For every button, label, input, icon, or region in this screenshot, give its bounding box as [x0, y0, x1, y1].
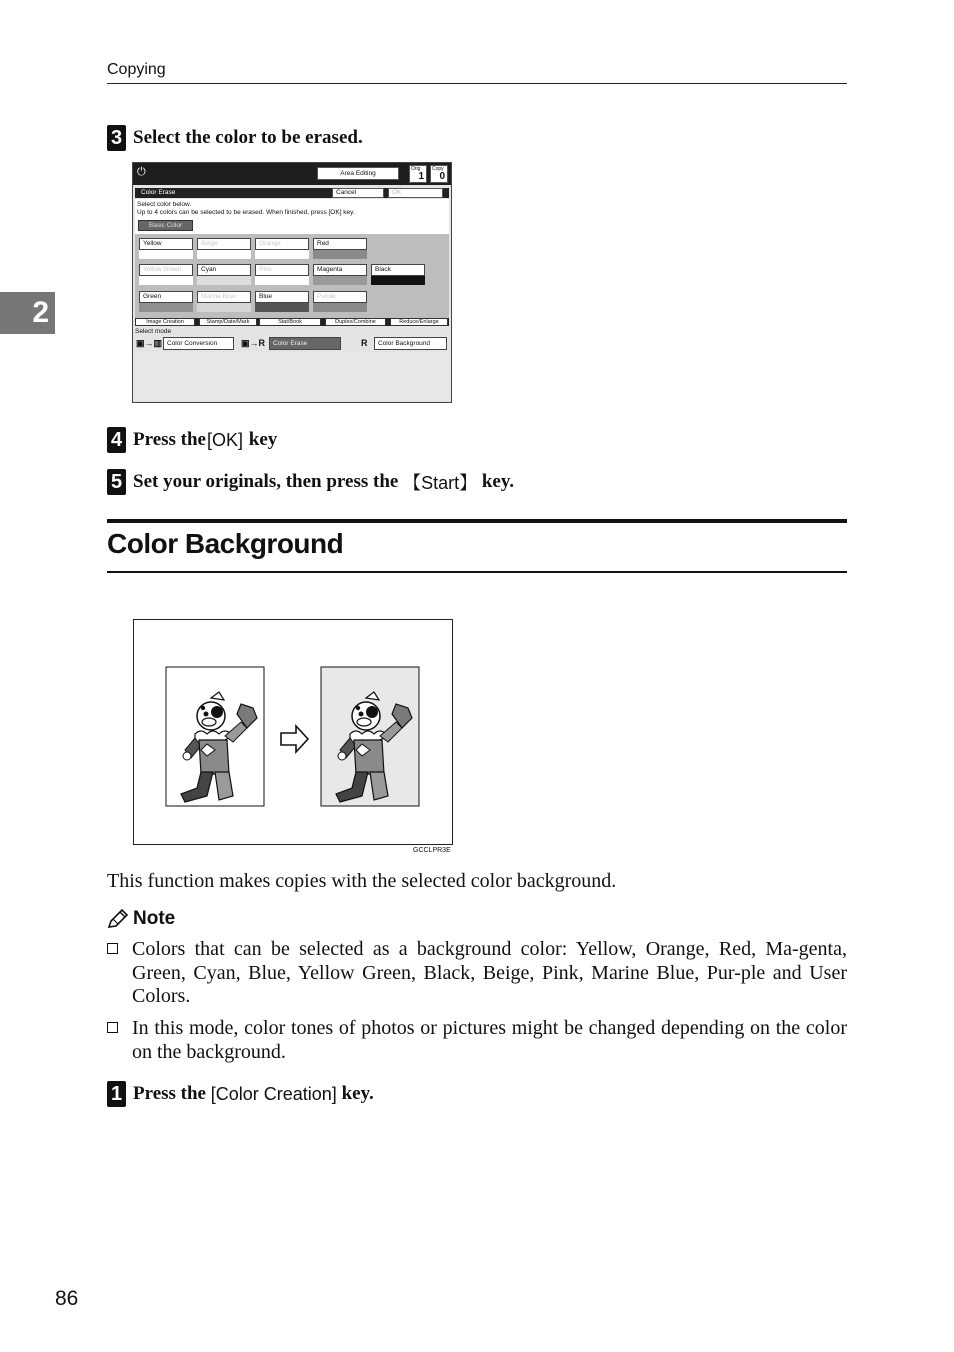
step-text-end: key.	[336, 1083, 374, 1104]
color-swatch	[139, 250, 193, 259]
arrow-icon	[281, 726, 308, 752]
ok-key-label: [OK]	[207, 429, 244, 450]
color-button[interactable]: Yellow	[139, 238, 193, 250]
color-button[interactable]: Cyan	[197, 264, 251, 276]
color-button[interactable]: Beige	[197, 238, 251, 250]
color-swatch	[197, 250, 251, 259]
mode-area	[135, 353, 449, 401]
area-editing-label: Area Editing	[317, 167, 399, 180]
info-line-2: Up to 4 colors can be selected to be erased. When finished, press [OK] key.	[137, 209, 355, 216]
color-swatch	[371, 276, 425, 285]
figure-code: GCCLPR3E	[413, 847, 451, 854]
erase-icon: ▣→R	[241, 338, 266, 348]
color-swatch	[197, 303, 251, 312]
mode-tab[interactable]: Stat/Book	[259, 318, 321, 326]
color-button[interactable]: Magenta	[313, 264, 367, 276]
color-creation-key-label: [Color Creation]	[210, 1083, 337, 1104]
mode-tab[interactable]: Duplex/Combine	[325, 318, 386, 326]
color-button[interactable]: Black	[371, 264, 425, 276]
body-paragraph: This function makes copies with the selected color background.	[107, 870, 617, 892]
start-key-label: 【Start】	[403, 473, 478, 493]
color-background-illustration	[133, 619, 453, 845]
color-button[interactable]: Pink	[255, 264, 309, 276]
select-mode-label: Select mode	[135, 328, 172, 335]
step-text-end: key.	[477, 471, 515, 492]
mode-tab[interactable]: Reduce/Enlarge	[390, 318, 448, 326]
power-icon: ⏻	[137, 166, 146, 178]
cancel-button[interactable]: Cancel	[332, 188, 384, 198]
step-1	[107, 1081, 374, 1107]
step-text: Set your originals, then press the	[133, 471, 404, 492]
panel-top-bar	[133, 163, 451, 185]
conversion-icon: ▣→▥	[136, 338, 163, 348]
tab-basic-color[interactable]: Basic Color	[138, 220, 193, 231]
step-number: 1	[107, 1081, 126, 1107]
mode-tab[interactable]: Stamp/Date/Mark	[199, 318, 257, 326]
section-title: Color Background	[107, 528, 344, 559]
step-text: Press the	[133, 1083, 211, 1104]
header-rule	[107, 83, 847, 84]
checkbox-bullet-icon	[107, 943, 118, 954]
checkbox-bullet-icon	[107, 1022, 118, 1033]
step-number: 5	[107, 469, 126, 495]
note-item: Colors that can be selected as a background color: Yellow, Orange, Red, Ma-genta, Green, Cyan, Blue, Yellow Green, Black, Beige, Pink, Marine Blue, Pur-ple and User Colors.	[107, 938, 847, 1009]
running-header: Copying	[107, 61, 166, 78]
step-number: 4	[107, 427, 126, 453]
color-button[interactable]: Marine Blue	[197, 291, 251, 303]
color-swatch	[255, 250, 309, 259]
note-label: Note	[133, 908, 176, 929]
color-swatch	[197, 276, 251, 285]
step-5	[107, 469, 514, 495]
note-item: In this mode, color tones of photos or pictures might be changed depending on the color on the background.	[107, 1017, 847, 1064]
step-3	[107, 125, 363, 151]
color-erase-button[interactable]: Color Erase	[269, 337, 341, 350]
color-swatch	[313, 250, 367, 259]
color-swatch	[255, 276, 309, 285]
color-swatch	[313, 303, 367, 312]
info-line-1: Select color below.	[137, 201, 192, 208]
section-rule-bottom	[107, 571, 847, 573]
page-number: 86	[55, 1287, 79, 1310]
chapter-tab: 2	[0, 292, 55, 334]
step-text: Select the color to be erased.	[133, 127, 363, 148]
color-swatch	[313, 276, 367, 285]
step-number: 3	[107, 125, 126, 151]
color-button[interactable]: Yellow Green	[139, 264, 193, 276]
color-swatch	[139, 303, 193, 312]
panel-title: Color Erase	[141, 189, 176, 196]
mode-tab[interactable]: Image Creation	[135, 318, 195, 326]
color-swatch	[255, 303, 309, 312]
step-text-end: key	[244, 429, 278, 450]
pencil-icon	[107, 909, 129, 929]
color-background-button[interactable]: Color Background	[374, 337, 447, 350]
color-button[interactable]: Orange	[255, 238, 309, 250]
ok-button[interactable]: OK	[388, 188, 443, 198]
color-button[interactable]: Purple	[313, 291, 367, 303]
original-counter: Orig 1	[409, 165, 427, 183]
step-text: Press the	[133, 429, 206, 450]
clown-figure	[134, 620, 452, 844]
background-icon: R	[361, 338, 368, 348]
note-heading	[107, 908, 175, 930]
color-swatch	[139, 276, 193, 285]
color-button[interactable]: Red	[313, 238, 367, 250]
section-rule-top	[107, 519, 847, 523]
control-panel-screenshot	[132, 162, 452, 403]
color-conversion-button[interactable]: Color Conversion	[163, 337, 234, 350]
color-button[interactable]: Green	[139, 291, 193, 303]
step-4	[107, 427, 277, 453]
copy-counter: Copy 0	[430, 165, 448, 183]
color-button[interactable]: Blue	[255, 291, 309, 303]
